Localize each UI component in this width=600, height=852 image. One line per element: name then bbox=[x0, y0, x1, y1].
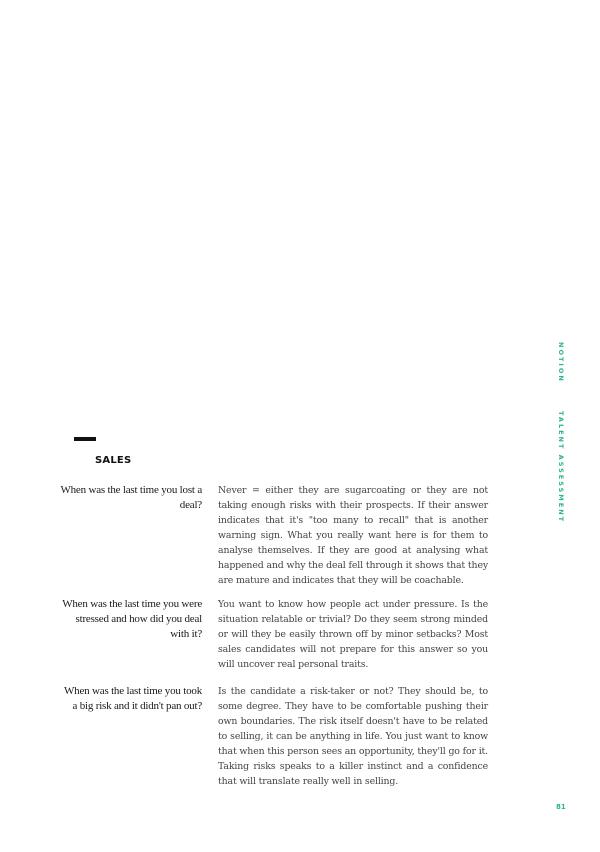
qa-item bbox=[60, 684, 490, 787]
question-text: When was the last time you lost a deal? bbox=[60, 484, 202, 511]
qa-item bbox=[60, 483, 490, 586]
sidebar-document-label: TALENT ASSESSMENT bbox=[557, 411, 565, 524]
page-number: 81 bbox=[556, 803, 566, 811]
answer-text: You want to know how people act under pressure. Is the situation relatable or trivial? Do they seem strong minded or will they be easily thrown off by minor setbacks? Most sales candidates will not prepare for this answer so you will uncover real personal traits. bbox=[218, 599, 488, 670]
qa-item bbox=[60, 597, 490, 670]
section-accent-bar bbox=[74, 437, 96, 441]
answer-text: Never = either they are sugarcoating or they are not taking enough risks with their prospects. If their answer indicates that it's "too many to recall" that is another warning sign. What you really want here is for them to analyse themselves. If they are good at analysing what happened and why the deal fell through it shows that they are mature and indicates that they will be coachable. bbox=[218, 485, 488, 586]
question-text: When was the last time you were stressed and how did you deal with it? bbox=[62, 598, 202, 640]
sidebar-brand-label: NOTION bbox=[557, 342, 565, 383]
answer-text: Is the candidate a risk-taker or not? They should be, to some degree. They have to be comfortable pushing their own boundaries. The risk itself doesn't have to be related to selling, it can be anything in life. You just want to know that when this person sees an opportunity, they'll go for it. Taking risks speaks to a killer instinct and a confidence that will translate really well in selling. bbox=[218, 686, 488, 787]
section-title: SALES bbox=[95, 455, 132, 466]
question-text: When was the last time you took a big risk and it didn't pan out? bbox=[64, 685, 202, 712]
